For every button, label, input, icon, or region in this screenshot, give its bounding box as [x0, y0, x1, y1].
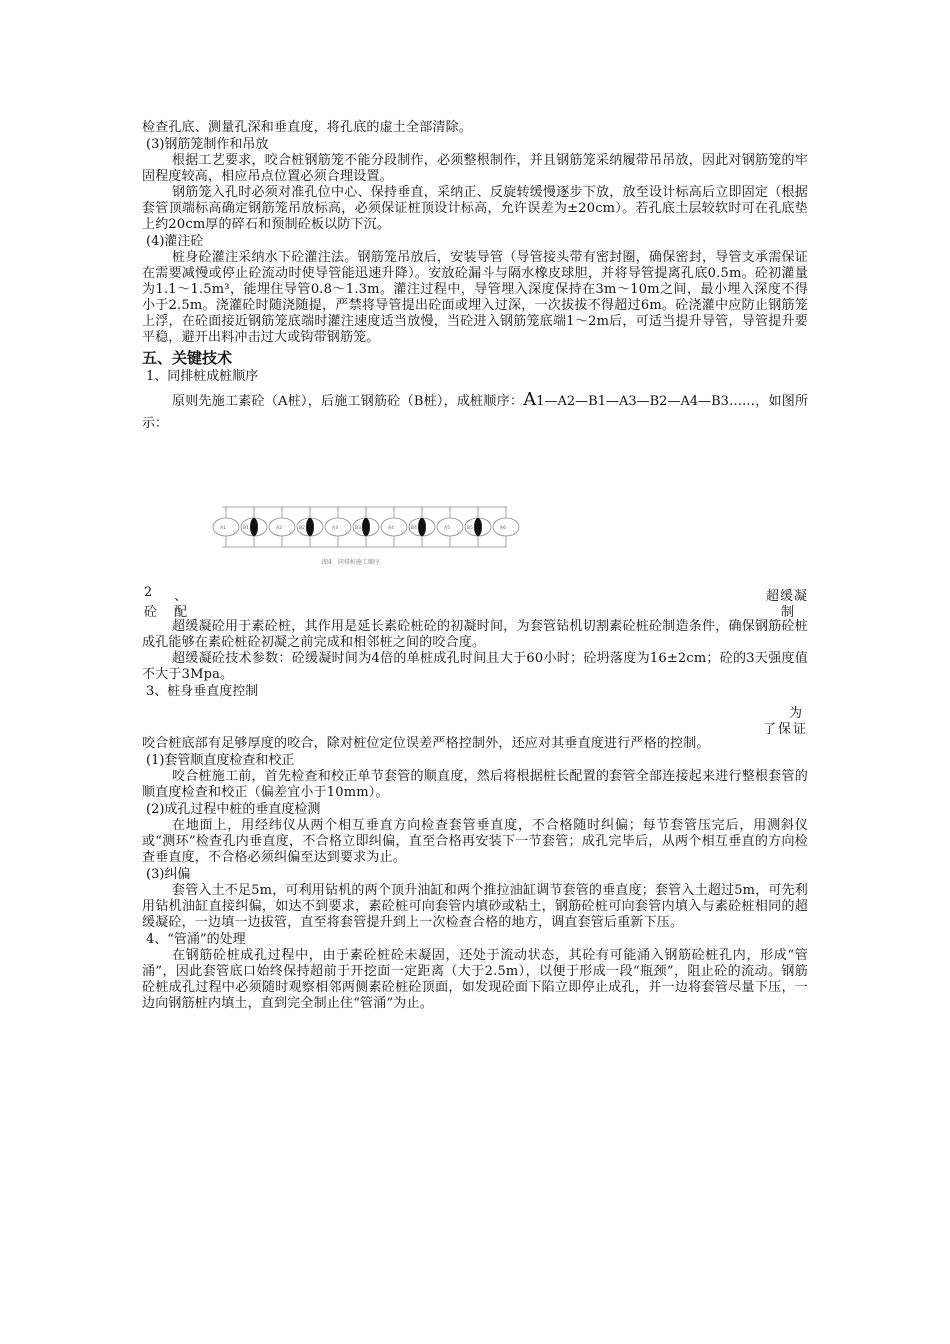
- split-line: [142, 700, 808, 736]
- figure-caption: 图4 同排桩施工顺序: [322, 559, 380, 566]
- pile-label: B2: [299, 526, 305, 531]
- paragraph: 检查孔底、测量孔深和垂直度，将孔底的虚土全部清除。: [142, 120, 473, 135]
- text-fragment: 为: [788, 706, 802, 721]
- paragraph: 咬合桩施工前，首先检查和校正单节套管的顺直度，然后将根据桩长配置的套管全部连接起来进行整根套管的顺直度检查和校正（偏差宜小于10mm）。: [142, 769, 808, 800]
- paragraph: 套管入土不足5m，可利用钻机的两个顶升油缸和两个推拉油缸调节套管的垂直度；套管入土超过5m，可先利用钻机油缸直接纠偏，如达不到要求，素砼桩可向套管内填砂或粘土，钢筋砼桩可向套管内填入与素砼桩相同的超缓凝砼，一边填一边拔管，直至将套管提升到上一次检查合格的地方，调直套管后重新下压。: [142, 883, 808, 930]
- pile-label: B1: [243, 526, 249, 531]
- text-fragment: 了保证: [762, 722, 808, 737]
- subsection-heading: (3)钢筋笼制作和吊放: [146, 137, 269, 152]
- pile-label: B3: [355, 526, 361, 531]
- heading-separator: 、: [174, 589, 188, 604]
- heading-number: 2: [144, 585, 153, 600]
- subsection-heading: (3)纠偏: [146, 867, 191, 882]
- pile-overlap: [250, 518, 258, 536]
- pile-overlap: [474, 518, 482, 536]
- heading-fragment: 砼: [144, 605, 158, 620]
- split-heading: [142, 585, 808, 619]
- subsection-heading: 1、同排桩成桩顺序: [146, 369, 259, 384]
- subsection-heading: (4)灌注砼: [146, 234, 204, 249]
- subsection-heading: 3、桩身垂直度控制: [146, 684, 259, 699]
- paragraph: 超缓凝砼用于素砼桩，其作用是延长素砼桩砼的初凝时间，为套管钻机切割素砼桩砼制造条件，确保钢筋砼桩成孔能够在素砼桩砼初凝之前完成和相邻桩之间的咬合度。: [142, 619, 808, 650]
- pile-label: B4: [411, 526, 417, 531]
- paragraph: 咬合桩底部有足够厚度的咬合，除对桩位定位误差严格控制外，还应对其垂直度进行严格的控制。: [142, 736, 710, 751]
- pile-circle: [493, 518, 519, 536]
- document-page: [142, 120, 808, 1012]
- subsection-heading: (1)套管顺直度检查和校正: [146, 753, 295, 768]
- pile-label: A3: [332, 526, 338, 531]
- pile-circle: [325, 518, 351, 536]
- paragraph: [142, 389, 808, 435]
- subsection-heading: (2)成孔过程中桩的垂直度检测: [146, 802, 321, 817]
- paragraph: 在地面上，用经纬仪从两个相互垂直方向检查套管垂直度，不合格随时纠偏；每节套管压完后，用测斜仪或“测环”检查孔内垂直度，不合格立即纠偏，直至合格再安装下一节套管；成孔完毕后，从两个相互垂直的方向检查垂直度，不合格必须纠偏至达到要求为止。: [142, 818, 808, 865]
- heading-fragment: 配: [174, 605, 188, 620]
- pile-overlap: [418, 518, 426, 536]
- pile-label: A1: [220, 526, 226, 531]
- pile-label: A2: [276, 526, 282, 531]
- paragraph: 超缓凝砼技术参数：砼缓凝时间为4倍的单桩成孔时间且大于60小时；砼坍落度为16±2cm；砼的3天强度值不大于3Mpa。: [142, 651, 808, 682]
- pile-overlap: [306, 518, 314, 536]
- text-run: 原则先施工素砼（A桩），后施工钢筋砼（B桩），成桩顺序：: [172, 394, 524, 409]
- pile-sequence-diagram: [212, 497, 522, 572]
- pile-label: A4: [388, 526, 394, 531]
- pile-label: A6: [500, 526, 506, 531]
- pile-sequence-figure: [142, 435, 808, 585]
- pile-circle: [381, 518, 407, 536]
- text-run: A: [523, 389, 537, 410]
- paragraph: 桩身砼灌注采纳水下砼灌注法。钢筋笼吊放后，安装导管（导管接头带有密封圈，确保密封，导管支承需保证在需要减慢或停止砼流动时使导管能迅速升降）。安放砼漏斗与隔水橡皮球胆，并将导管提离孔底0.5m。砼初灌量为1.1～1.5m³，能埋住导管0.8～1.3m。灌注过程中，导管埋入深度保持在3m～10m之间，最小埋入深度不得小于2.5m。浇灌砼时随浇随提，严禁将导管提出砼面或埋入过深，一次拔拔不得超过6m。砼浇灌中应防止钢筋笼上浮，在砼面接近钢筋笼底端时灌注速度适当放慢，当砼进入钢筋笼底端1～2m后，可适当提升导管，导管提升要平稳，避开出料冲击过大或钩带钢筋笼。: [142, 250, 808, 345]
- paragraph: 钢筋笼入孔时必须对准孔位中心、保持垂直，采纳正、反旋转缓慢逐步下放，放至设计标高后立即固定（根据套管顶端标高确定钢筋笼吊放标高，必须保证桩顶设计标高，允许误差为±20cm）。若孔底土层较软时可在孔底垫上约20cm厚的碎石和预制砼板以防下沉。: [142, 185, 808, 232]
- heading-fragment: 制: [780, 605, 794, 620]
- section-heading: 五、关键技术: [142, 349, 233, 367]
- text-run: 1—A2—B1—A3—B2—A4—B3……，如图所示：: [142, 394, 808, 431]
- pile-label: B5: [467, 526, 473, 531]
- pile-circle: [269, 518, 295, 536]
- pile-circle: [437, 518, 463, 536]
- heading-fragment: 超缓凝: [765, 589, 808, 604]
- pile-circle: [213, 518, 239, 536]
- pile-overlap: [362, 518, 370, 536]
- paragraph: 在钢筋砼桩成孔过程中，由于素砼桩砼未凝固，还处于流动状态，其砼有可能涌入钢筋砼桩孔内，形成“管涌”，因此套管底口始终保持超前于开挖面一定距离（大于2.5m），以便于形成一段“瓶颈”，阻止砼的流动。钢筋砼桩成孔过程中必须随时观察相邻两侧素砼桩砼顶面，如发现砼面下陷立即停止成孔，并一边将套管尽量下压，一边向钢筋桩内填土，直到完全制止住“管涌”为止。: [142, 948, 808, 1011]
- subsection-heading: 4、“管涌”的处理: [146, 932, 246, 947]
- pile-label: A5: [444, 526, 450, 531]
- paragraph: 根据工艺要求，咬合桩钢筋笼不能分段制作，必须整根制作，并且钢筋笼采纳履带吊吊放，因此对钢筋笼的牢固程度较高，相应吊点位置必须合理设置。: [142, 153, 808, 184]
